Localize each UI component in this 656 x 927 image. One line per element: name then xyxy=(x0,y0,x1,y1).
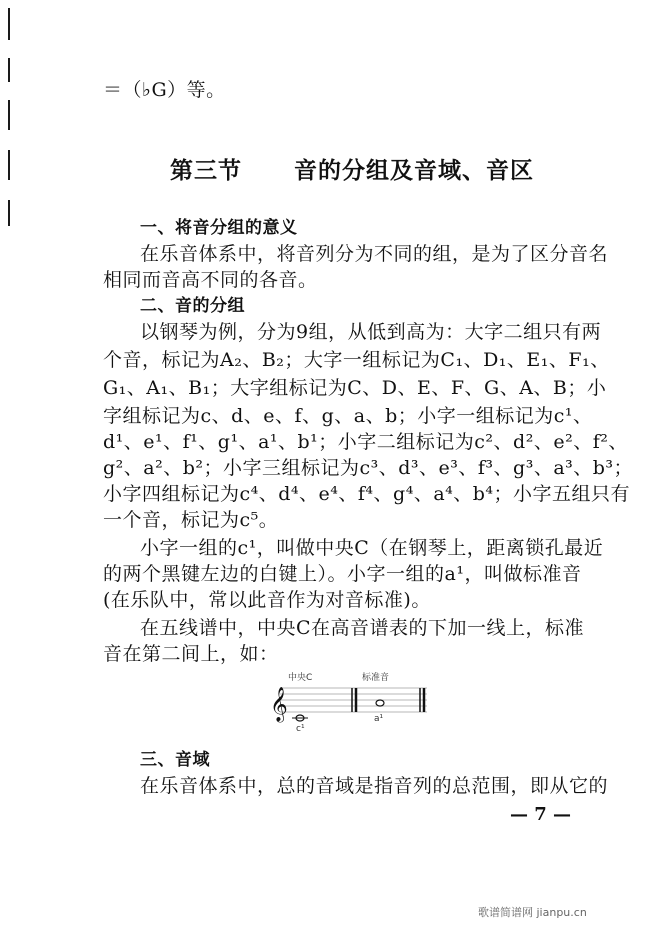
music-staff xyxy=(262,668,432,736)
margin-mark xyxy=(8,200,10,226)
top-line: ＝（♭G）等。 xyxy=(103,79,226,101)
text-line: 一个音，标记为c⁵。 xyxy=(103,509,279,531)
staff-label-standard: 标准音 xyxy=(362,673,390,683)
section-heading xyxy=(170,152,534,185)
subheading-3: 三、音域 xyxy=(140,750,210,770)
section-number: 第三节 xyxy=(170,157,242,184)
margin-mark xyxy=(8,150,10,180)
text-line: 小字四组标记为c⁴、d⁴、e⁴、f⁴、g⁴、a⁴、b⁴；小字五组只有 xyxy=(103,483,631,505)
section-title: 音的分组及音域、音区 xyxy=(294,157,534,184)
text-line: 以钢琴为例，分为9组，从低到高为：大字二组只有两 xyxy=(140,321,602,343)
text-line: 字组标记为c、d、e、f、g、a、b；小字一组标记为c¹、 xyxy=(103,405,593,427)
text-line: 相同而音高不同的各音。 xyxy=(103,269,318,291)
margin-mark xyxy=(8,8,10,40)
staff-label-c1: c¹ xyxy=(296,724,305,734)
text-line: g²、a²、b²；小字三组标记为c³、d³、e³、f³、g³、a³、b³； xyxy=(103,457,634,479)
staff-label-a1: a¹ xyxy=(374,714,384,724)
svg-text:𝄞: 𝄞 xyxy=(270,687,288,722)
text-line: 个音，标记为A₂、B₂；大字一组标记为C₁、D₁、E₁、F₁、 xyxy=(103,349,610,371)
text-line: 的两个黑键左边的白键上）。小字一组的a¹，叫做标准音 xyxy=(103,563,582,585)
subheading-1: 一、将音分组的意义 xyxy=(140,218,298,238)
margin-mark xyxy=(8,100,10,130)
margin-mark xyxy=(8,58,10,82)
text-line: 在五线谱中，中央C在高音谱表的下加一线上，标准 xyxy=(140,617,585,639)
text-line: G₁、A₁、B₁；大字组标记为C、D、E、F、G、A、B；小 xyxy=(103,377,607,399)
subheading-2: 二、音的分组 xyxy=(140,296,245,316)
text-line: 音在第二间上，如： xyxy=(103,643,279,665)
staff-label-middle-c: 中央C xyxy=(288,673,313,683)
text-line: 在乐音体系中，总的音域是指音列的总范围，即从它的 xyxy=(140,775,609,797)
watermark: 歌谱简谱网 jianpu.cn xyxy=(478,906,587,919)
text-line: (在乐队中，常以此音作为对音标准)。 xyxy=(103,589,431,611)
text-line: 在乐音体系中，将音列分为不同的组，是为了区分音名 xyxy=(140,243,609,265)
text-line: 小字一组的c¹，叫做中央C（在钢琴上，距离锁孔最近 xyxy=(140,537,604,559)
text-line: d¹、e¹、f¹、g¹、a¹、b¹；小字二组标记为c²、d²、e²、f²、 xyxy=(103,431,628,453)
page-number: — 7 — xyxy=(510,804,572,825)
